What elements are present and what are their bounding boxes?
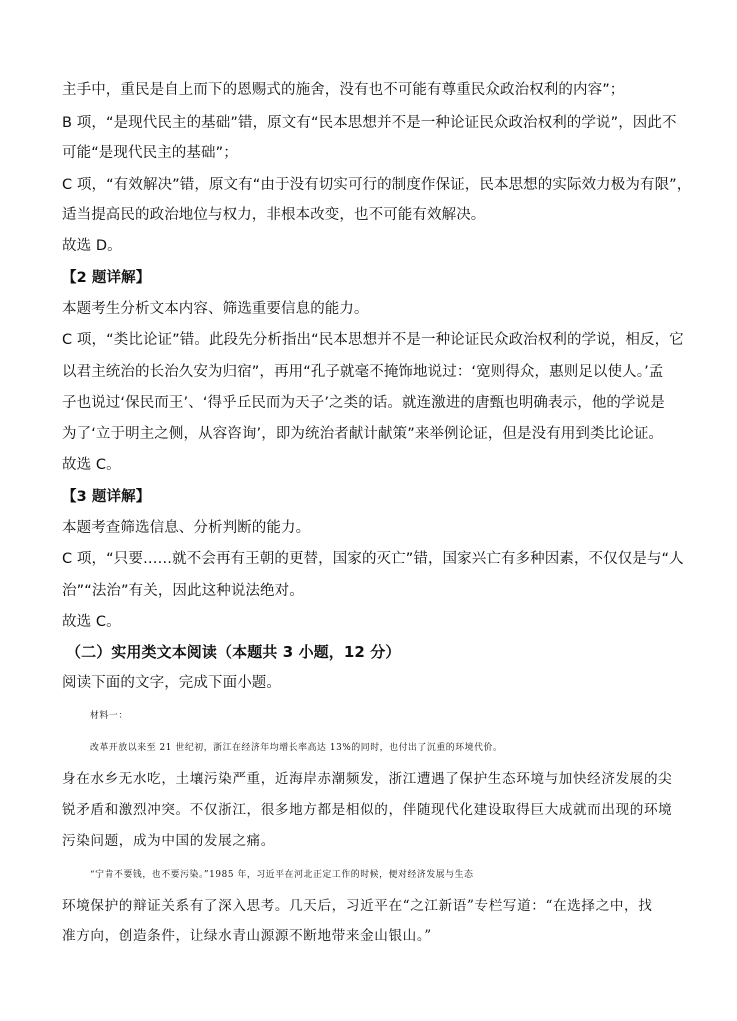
- text-line: 以君主统治的长治久安为归宿”，再用“孔子就毫不掩饰地说过：‘宽则得众，惠则足以使人。’孟: [62, 364, 664, 380]
- text-line: C 项，“有效解决”错，原文有“由于没有切实可行的制度作保证，民本思想的实际效力极为有限”，: [62, 177, 692, 193]
- text-line: 主手中，重民是自上而下的恩赐式的施舍，没有也不可能有尊重民众政治权利的内容”；: [62, 82, 625, 98]
- section-title: （二）实用类文本阅读（本题共 3 小题，12 分）: [66, 643, 401, 661]
- text-line: 治”“法治”有关，因此这种说法绝对。: [62, 583, 304, 599]
- text-line: 为了‘立于明主之侧，从容咨询’，即为统治者献计献策”来举例论证，但是没有用到类比论证。: [62, 426, 664, 442]
- section-heading: 【3 题详解】: [62, 489, 151, 505]
- text-line: 本题考生分析文本内容、筛选重要信息的能力。: [62, 301, 369, 317]
- text-line: C 项，“只要……就不会再有王朝的更替，国家的灭亡”错，国家兴亡有多种因素，不仅仅是与“人: [62, 551, 684, 567]
- body-line: “宁肯不要钱，也不要污染。”1985 年，习近平在河北正定工作的时候，便对经济发展与生态: [90, 870, 474, 880]
- text-line: 子也说过‘保民而王’、‘得乎丘民而为天子’之类的话。就连激进的唐甄也明确表示，他的学说是: [62, 395, 665, 411]
- material-label: 材料一：: [90, 711, 128, 721]
- text-line: B 项，“是现代民主的基础”错，原文有“民本思想并不是一种论证民众政治权利的学说”，因此不: [62, 115, 677, 131]
- text-line: 本题考查筛选信息、分析判断的能力。: [62, 520, 311, 536]
- body-line: 改革开放以来至 21 世纪初，浙江在经济年均增长率高达 13%的同时，也付出了沉重的环境代价。: [90, 743, 503, 753]
- text-line: 可能“是现代民主的基础”；: [62, 145, 238, 161]
- text-line: 故选 C。: [62, 614, 121, 630]
- body-line: 锐矛盾和激烈冲突。不仅浙江，很多地方都是相似的，伴随现代化建设取得巨大成就而出现的环境: [62, 802, 673, 818]
- body-line: 污染问题，成为中国的发展之痛。: [62, 833, 275, 849]
- text-line: 故选 D。: [62, 238, 122, 254]
- text-line: 阅读下面的文字，完成下面小题。: [62, 675, 281, 691]
- section-heading: 【2 题详解】: [62, 270, 151, 286]
- text-line: C 项，“类比论证”错。此段先分析指出“民本思想并不是一种论证民众政治权利的学说，相反，它: [62, 332, 684, 348]
- text-line: 适当提高民的政治地位与权力，非根本改变，也不可能有效解决。: [62, 207, 486, 223]
- body-line: 环境保护的辩证关系有了深入思考。几天后，习近平在“之江新语”专栏写道：“在选择之中，找: [62, 898, 653, 914]
- text-line: 故选 C。: [62, 457, 121, 473]
- body-line: 身在水乡无水吃，土壤污染严重，近海岸赤潮频发，浙江遭遇了保护生态环境与加快经济发展的尖: [62, 771, 673, 787]
- body-line: 准方向，创造条件，让绿水青山源源不断地带来金山银山。”: [62, 928, 432, 944]
